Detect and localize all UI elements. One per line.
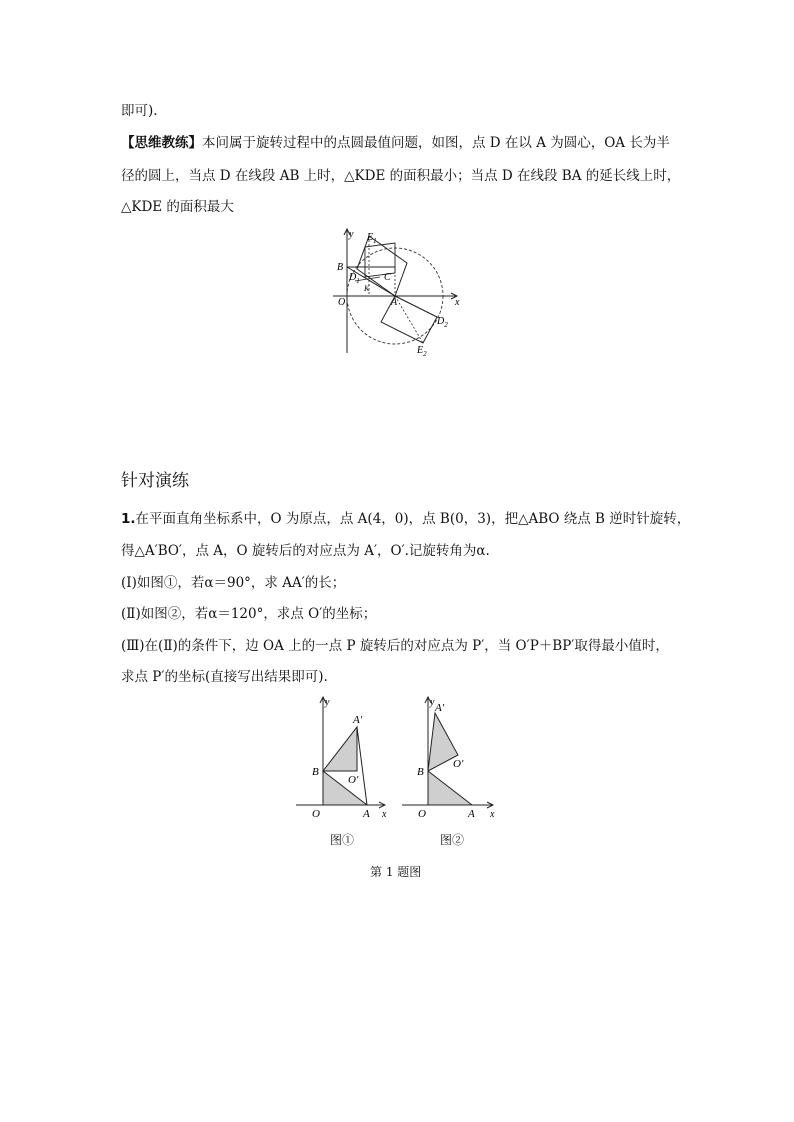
problem-number: 1. (121, 511, 136, 527)
fig2r-label-O-prime: O′ (453, 758, 464, 770)
fig2l-label-A-prime: A′ (353, 714, 363, 726)
fig2l-label-O: O (312, 808, 320, 820)
fig1-label-B: B (337, 262, 344, 273)
tip-line-3: △KDE 的面积最大 (121, 199, 234, 215)
tip-label: 【思维教练】 (121, 135, 202, 151)
fig2r-label-x: x (490, 809, 495, 820)
top-tail-text: 即可). (121, 103, 158, 119)
problem-text-1: 在平面直角坐标系中，O 为原点，点 A(4，0)，点 B(0，3)，把△ABO 绕点 B 逆时针旋转， (135, 511, 691, 527)
fig1-label-C: C (384, 272, 391, 283)
figure-2-right-diagram (398, 693, 498, 823)
fig2r-label-A-prime: A′ (435, 702, 445, 714)
tip-line-2: 径的圆上，当点 D 在线段 AB 上时，△KDE 的面积最小；当点 D 在线段 BA 的延长线上时， (121, 168, 681, 184)
problem-part-3-line-1: (Ⅲ)在(Ⅱ)的条件下，边 OA 上的一点 P 旋转后的对应点为 P′，当 O′P＋BP′取得最小值时， (121, 638, 669, 654)
fig1-label-D2: $D_2$ (437, 316, 448, 329)
tip-line-1 (121, 133, 670, 153)
fig2l-label-A: A (363, 808, 370, 820)
triangle-A-prime-B-O-prime (323, 727, 357, 771)
problem-line-1 (121, 509, 690, 529)
problem-part-3-line-2: 求点 P′的坐标(直接写出结果即可). (121, 669, 328, 685)
problem-part-1: (Ⅰ)如图①，若α＝90°，求 AA′的长； (121, 575, 346, 591)
figure-caption-1: 图① (330, 833, 355, 847)
figure-1-diagram (325, 225, 465, 360)
fig1-label-K: K (364, 284, 370, 293)
section-title: 针对演练 (121, 471, 189, 491)
fig1-label-y: y (349, 229, 354, 240)
fig2l-label-x: x (382, 809, 387, 820)
fig2r-label-B: B (417, 766, 424, 778)
fig2r-label-O: O (418, 808, 426, 820)
fig2l-label-O-prime: O′ (348, 774, 359, 786)
tip-text-1: 本问属于旋转过程中的点圆最值问题，如图，点 D 在以 A 为圆心，OA 长为半 (202, 135, 670, 151)
fig1-label-E2: $E_2$ (417, 345, 427, 358)
fig2l-label-y: y (325, 697, 330, 708)
problem-part-2: (Ⅱ)如图②，若α＝120°，求点 O′的坐标； (121, 606, 377, 622)
fig2r-label-y: y (430, 697, 435, 708)
problem-line-2: 得△A′BO′，点 A，O 旋转后的对应点为 A′，O′.记旋转角为α. (121, 543, 490, 559)
figure-2-left-diagram (290, 693, 390, 823)
fig1-label-A: A (391, 297, 398, 308)
square-lower (381, 296, 437, 343)
fig1-label-O: O (338, 297, 346, 308)
fig1-label-D1: $D_1$ (349, 272, 360, 285)
fig2r-label-A: A (468, 808, 475, 820)
triangle-ABO (428, 771, 472, 805)
triangle-ABO (323, 771, 367, 805)
fig2l-label-B: B (312, 766, 319, 778)
figure-caption-2: 图② (440, 833, 465, 847)
figure-title: 第 1 题图 (370, 865, 422, 879)
fig1-label-x: x (455, 297, 460, 308)
fig1-label-E1: $E_1$ (367, 232, 377, 245)
